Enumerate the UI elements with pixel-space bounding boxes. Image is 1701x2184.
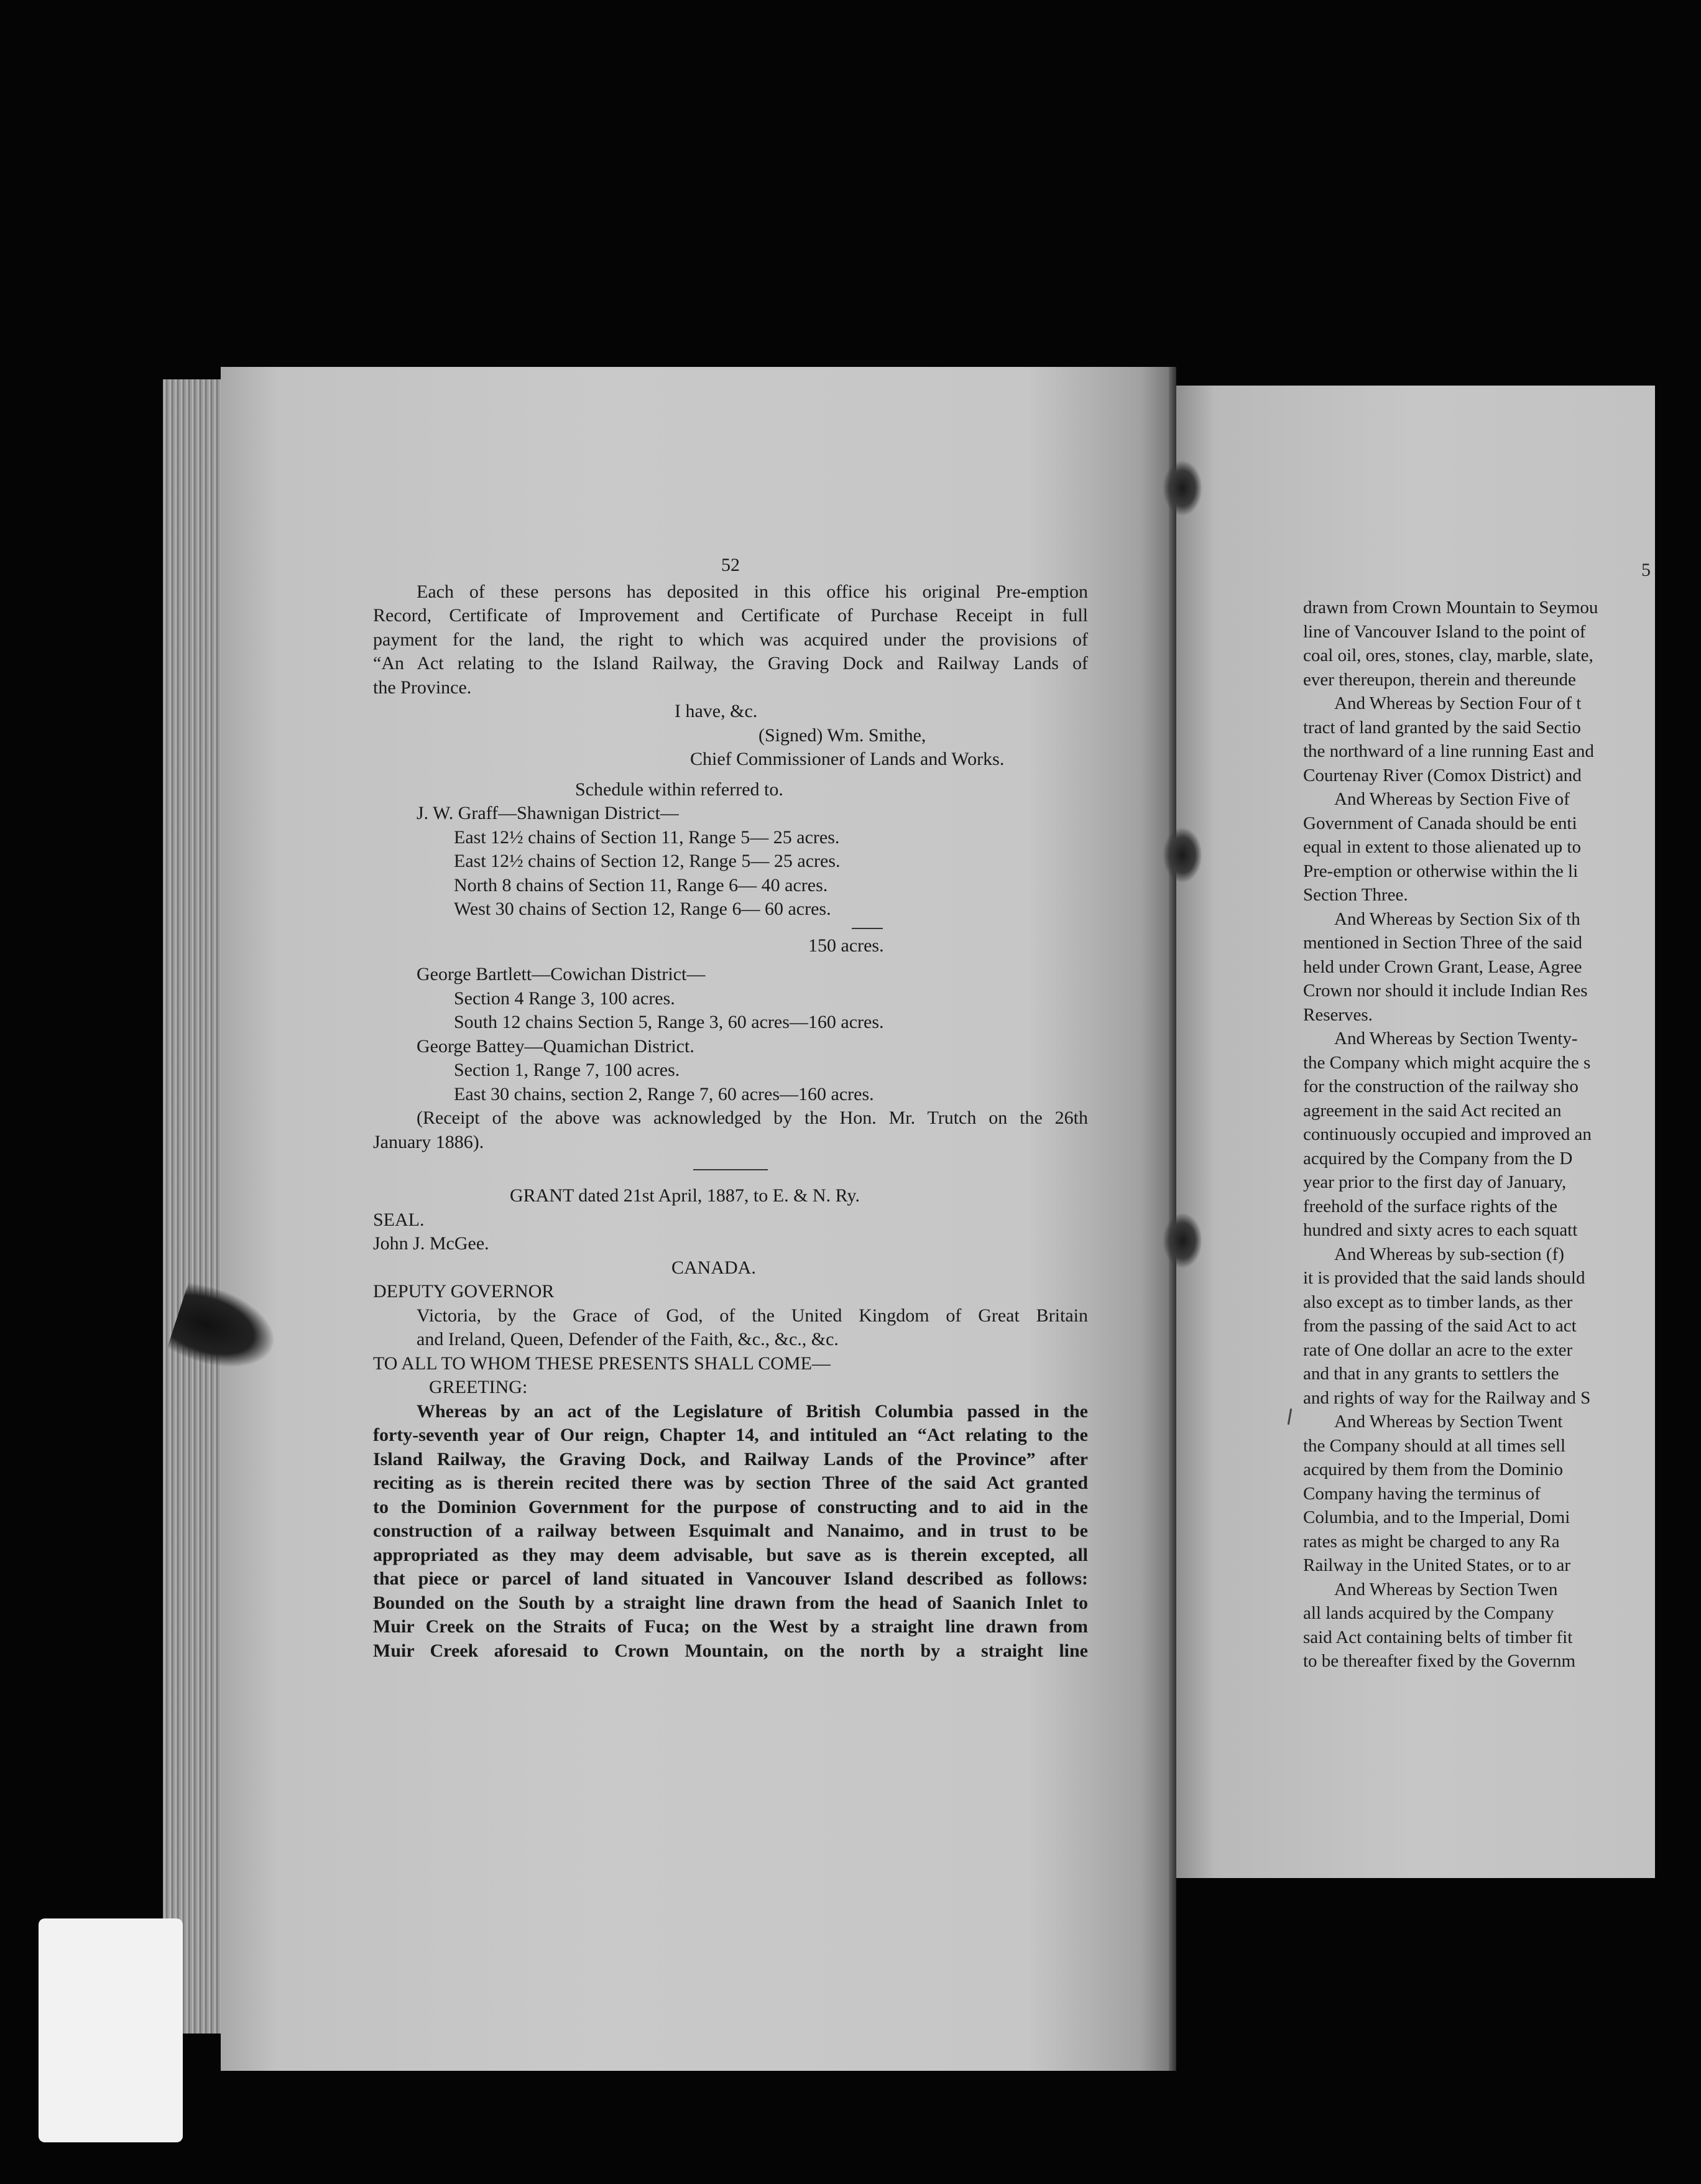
text-line: tract of land granted by the said Sectio [1303, 717, 1581, 738]
text-line: rate of One dollar an acre to the exter [1303, 1340, 1573, 1360]
text-line: rates as might be charged to any Ra [1303, 1531, 1560, 1552]
total-rule [852, 928, 883, 929]
text-line: payment for the land, the right to which was acquired under the provisions of [373, 629, 1088, 650]
schedule-entry-header: George Battey—Quamichan District. [417, 1035, 694, 1057]
text-line: acquired by the Company from the D [1303, 1148, 1573, 1168]
schedule-line: South 12 chains Section 5, Range 3, 60 acres—160 acres. [454, 1012, 884, 1032]
schedule-line: Section 4 Range 3, 100 acres. [454, 988, 675, 1009]
text-line: Railway in the United States, or to ar [1303, 1555, 1571, 1575]
text-line: Section Three. [1303, 885, 1408, 905]
text-line: hundred and sixty acres to each squatt [1303, 1220, 1578, 1240]
text-line: the Company which might acquire the s [1303, 1052, 1591, 1073]
text-line: Muir Creek on the Straits of Fuca; on the West by a straight line drawn from [373, 1616, 1088, 1637]
schedule-entry-header: George Bartlett—Cowichan District— [417, 964, 706, 984]
text-line: drawn from Crown Mountain to Seymou [1303, 598, 1598, 618]
text-line: Pre-emption or otherwise within the li [1303, 861, 1579, 881]
text-line: Crown nor should it include Indian Res [1303, 981, 1588, 1001]
text-line: acquired by them from the Dominio [1303, 1460, 1563, 1479]
schedule-total: 150 acres. [808, 935, 884, 956]
text-line: continuously occupied and improved an [1303, 1124, 1592, 1144]
page-tear-mark [1163, 827, 1202, 883]
signer-name: John J. McGee. [373, 1233, 489, 1254]
text-line: “An Act relating to the Island Railway, the Graving Dock and Railway Lands of [373, 653, 1088, 673]
text-line: mentioned in Section Three of the said [1303, 933, 1582, 953]
text-line: line of Vancouver Island to the point of [1303, 621, 1586, 642]
text-line: And Whereas by Section Twenty- [1334, 1029, 1578, 1048]
text-line: the Province. [373, 677, 472, 698]
white-card [39, 1918, 183, 2142]
text-line: Muir Creek aforesaid to Crown Mountain, on the north by a straight line [373, 1640, 1088, 1661]
receipt-note: (Receipt of the above was acknowledged by the Hon. Mr. Trutch on the 26th [417, 1108, 1088, 1128]
text-line: equal in extent to those alienated up to [1303, 837, 1581, 857]
paragraph-deposit [373, 580, 1088, 700]
closing: I have, &c. [675, 701, 758, 721]
text-line: agreement in the said Act recited an [1303, 1100, 1562, 1121]
page-tear-mark [1163, 1213, 1202, 1269]
text-line: Government of Canada should be enti [1303, 813, 1577, 833]
heading-to-all: TO ALL TO WHOM THESE PRESENTS SHALL COME— [373, 1353, 831, 1374]
text-line: Company having the terminus of [1303, 1483, 1541, 1504]
text-line: forty-seventh year of Our reign, Chapter 14, and intituled an “Act relating to the [373, 1425, 1088, 1445]
heading-deputy-governor: DEPUTY GOVERNOR [373, 1281, 555, 1302]
signature: (Signed) Wm. Smithe, [758, 724, 926, 746]
text-line: from the passing of the said Act to act [1303, 1316, 1577, 1336]
text-line: and that in any grants to settlers the [1303, 1364, 1559, 1384]
text-line: to the Dominion Government for the purpose of constructing and to aid in the [373, 1496, 1088, 1517]
schedule-line: East 30 chains, section 2, Range 7, 60 acres—160 acres. [454, 1083, 874, 1104]
left-page-text [373, 553, 1088, 1663]
text-line: Each of these persons has deposited in this office his original Pre-emption [417, 581, 1088, 602]
schedule-line: Section 1, Range 7, 100 acres. [454, 1060, 680, 1080]
heading-canada: CANADA. [671, 1257, 756, 1278]
right-page-text [1303, 596, 1701, 1673]
right-page-number: 5 [1641, 560, 1651, 580]
text-line: appropriated as they may deem advisable, but save as is therein excepted, all [373, 1544, 1088, 1565]
text-line: coal oil, ores, stones, clay, marble, slate, [1303, 645, 1593, 665]
text-line: the northward of a line running East and [1303, 741, 1594, 761]
text-line: said Act containing belts of timber fit [1303, 1627, 1573, 1647]
text-line: Bounded on the South by a straight line drawn from the head of Saanich Inlet to [373, 1592, 1088, 1613]
text-line: and rights of way for the Railway and S [1303, 1387, 1591, 1408]
text-line: it is provided that the said lands should [1303, 1268, 1585, 1288]
text-line: held under Crown Grant, Lease, Agree [1303, 956, 1582, 977]
text-line: And Whereas by Section Five of [1334, 789, 1570, 809]
text-line: for the construction of the railway sho [1303, 1076, 1579, 1096]
schedule-line: East 12½ chains of Section 11, Range 5— 25 acres. [454, 826, 840, 848]
page-tear-mark [1163, 460, 1202, 516]
text-line: Record, Certificate of Improvement and Certificate of Purchase Receipt in full [373, 605, 1088, 626]
proclamation-line: Victoria, by the Grace of God, of the United Kingdom of Great Britain [417, 1305, 1088, 1326]
text-line: freehold of the surface rights of the [1303, 1196, 1558, 1216]
text-line: the Company should at all times sell [1303, 1435, 1566, 1456]
text-line: to be thereafter fixed by the Governm [1303, 1651, 1576, 1671]
text-line: Whereas by an act of the Legislature of British Columbia passed in the [417, 1400, 1088, 1422]
schedule-line: East 12½ chains of Section 12, Range 5— 25 acres. [454, 851, 841, 871]
text-line: year prior to the first day of January, [1303, 1172, 1567, 1192]
paragraph-whereas [373, 1400, 1088, 1663]
seal-label: SEAL. [373, 1209, 425, 1230]
page-number: 52 [721, 555, 740, 575]
schedule-entry-header: J. W. Graff—Shawnigan District— [417, 803, 679, 823]
text-line: Island Railway, the Graving Dock, and Railway Lands of the Province” after [373, 1448, 1088, 1469]
text-line: construction of a railway between Esquimalt and Nanaimo, and in trust to be [373, 1520, 1088, 1541]
section-divider [693, 1169, 768, 1170]
text-line: Columbia, and to the Imperial, Domi [1303, 1507, 1570, 1527]
text-line: Reserves. [1303, 1004, 1373, 1025]
schedule-line: North 8 chains of Section 11, Range 6— 40 acres. [454, 874, 828, 895]
text-line: all lands acquired by the Company [1303, 1603, 1554, 1623]
receipt-note: January 1886). [373, 1131, 484, 1152]
proclamation-line: and Ireland, Queen, Defender of the Faith, &c., &c., &c. [417, 1329, 839, 1349]
text-line: And Whereas by Section Six of th [1334, 909, 1580, 929]
text-line: And Whereas by Section Four of t [1334, 693, 1582, 713]
text-line: And Whereas by Section Twent [1334, 1412, 1563, 1432]
text-line: that piece or parcel of land situated in Vancouver Island described as follows: [373, 1568, 1088, 1589]
text-line: Courtenay River (Comox District) and [1303, 765, 1582, 785]
signer-title: Chief Commissioner of Lands and Works. [690, 749, 1005, 769]
text-line: ever thereupon, therein and thereunde [1303, 669, 1576, 690]
text-line: reciting as is therein recited there was by section Three of the said Act granted [373, 1473, 1088, 1493]
schedule-line: West 30 chains of Section 12, Range 6— 60 acres. [454, 899, 831, 919]
text-line: also except as to timber lands, as ther [1303, 1292, 1573, 1312]
heading-greeting: GREETING: [429, 1377, 528, 1397]
text-line: And Whereas by sub-section (f) [1334, 1244, 1564, 1264]
text-line: And Whereas by Section Twen [1334, 1579, 1558, 1599]
schedule-title: Schedule within referred to. [575, 779, 783, 800]
grant-title: GRANT dated 21st April, 1887, to E. & N. Ry. [510, 1185, 860, 1206]
